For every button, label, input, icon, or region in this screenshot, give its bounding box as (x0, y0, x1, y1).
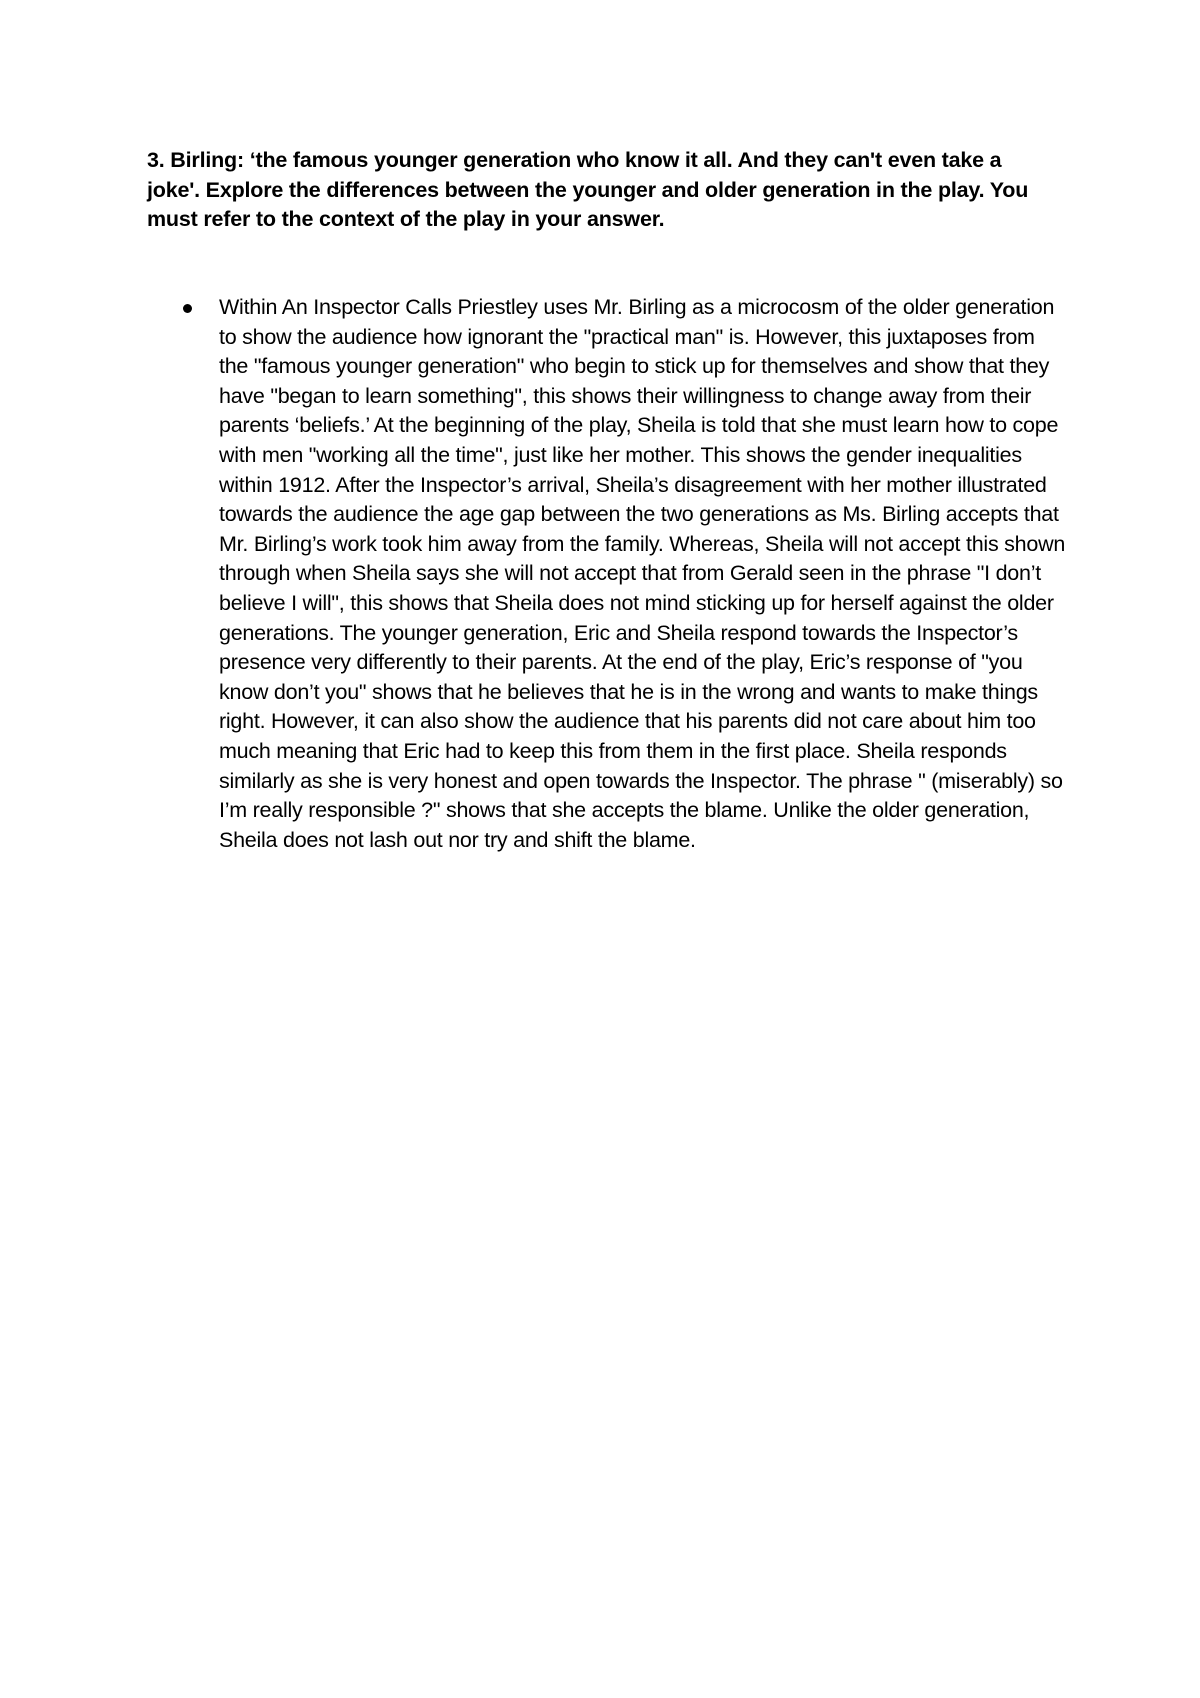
bullet-icon (183, 304, 192, 313)
answer-paragraph: Within An Inspector Calls Priestley uses Mr. Birling as a microcosm of the older generation to show the audience how ignorant the "practical man" is. However, this juxtaposes from the "famous younger generation" who begin to stick up for themselves and show that they have "began to learn something", this shows their willingness to change away from their parents ‘beliefs.’ At the beginning of the play, Sheila is told that she must learn how to cope with men "working all the time", just like her mother. This shows the gender inequalities within 1912. After the Inspector’s arrival, Sheila’s disagreement with her mother illustrated towards the audience the age gap between the two generations as Ms. Birling accepts that Mr. Birling’s work took him away from the family. Whereas, Sheila will not accept this shown through when Sheila says she will not accept that from Gerald seen in the phrase "I don’t believe I will", this shows that Sheila does not mind sticking up for herself against the older generations. The younger generation, Eric and Sheila respond towards the Inspector’s presence very differently to their parents. At the end of the play, Eric’s response of "you know don’t you" shows that he believes that he is in the wrong and wants to make things right. However, it can also show the audience that his parents did not care about him too much meaning that Eric had to keep this from them in the first place. Sheila responds similarly as she is very honest and open towards the Inspector. The phrase " (miserably) so I’m really responsible ?" shows that she accepts the blame. Unlike the older generation, Sheila does not lash out nor try and shift the blame. (219, 295, 1066, 852)
question-heading: 3. Birling: ‘the famous younger generation who know it all. And they can't even take a joke'. Explore the differences between the younger and older generation in the play. You must refer to the context of the play in your answer. (147, 148, 1029, 231)
answer-list (147, 293, 1067, 855)
list-item (147, 293, 1067, 855)
